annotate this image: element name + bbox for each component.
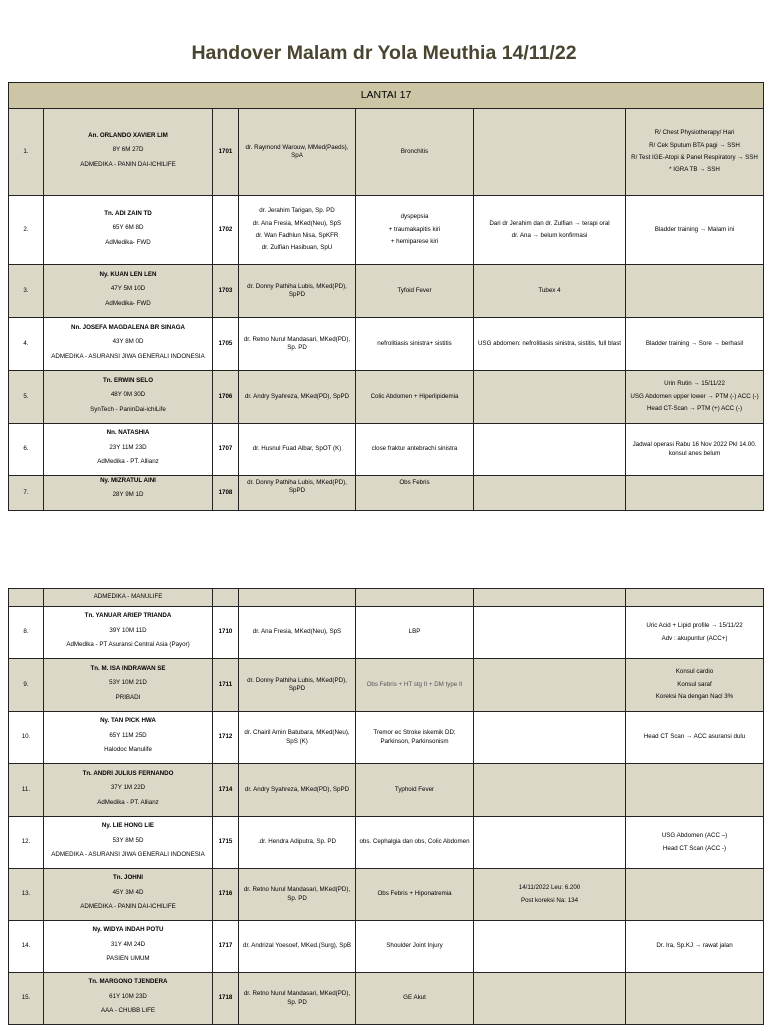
patient-age: 43Y 8M 0D xyxy=(112,338,144,346)
patient-payer: PASIEN UMUM xyxy=(106,955,150,963)
diagnosis-cell xyxy=(356,318,474,371)
diagnosis-cell xyxy=(356,659,474,712)
table-row xyxy=(9,607,764,659)
handover-table-page-2 xyxy=(8,588,764,1025)
diagnosis-line: GE Akut xyxy=(403,994,426,1002)
patient-age: 47Y 5M 10D xyxy=(110,285,146,293)
diagnosis-cell xyxy=(356,973,474,1025)
patient-name: Nn. JOSEFA MAGDALENA BR SINAGA xyxy=(70,323,185,331)
patient-age: 39Y 10M 11D xyxy=(109,626,147,634)
plan-cell xyxy=(626,476,764,511)
patient-name: Tn. YANUAR ARIEP TRIANDA xyxy=(84,612,172,620)
patient-payer: ADMEDIKA - ASURANSI JIWA GENERALI INDONESIA xyxy=(51,352,205,360)
diagnosis-cell xyxy=(356,869,474,921)
patient-name: Tn. ADI ZAIN TD xyxy=(104,209,152,217)
patient-age: 28Y 9M 1D xyxy=(112,491,144,499)
notes-cell xyxy=(474,196,626,265)
patient-cell xyxy=(44,318,213,371)
diagnosis-line: Shoulder Joint Injury xyxy=(386,942,443,950)
doctor-cell xyxy=(239,265,356,318)
patient-cell xyxy=(44,265,213,318)
patient-name: Ny. WIDYA INDAH POTU xyxy=(92,926,164,934)
notes-cell xyxy=(474,265,626,318)
diagnosis-line: Typhoid Fever xyxy=(394,785,435,793)
room-number: 1708 xyxy=(213,476,239,511)
notes-cell xyxy=(474,476,626,511)
notes-cell xyxy=(474,424,626,476)
table-row xyxy=(9,973,764,1025)
room-number: 1711 xyxy=(213,659,239,712)
patient-payer: ADMEDIKA - ASURANSI JIWA GENERALI INDONESIA xyxy=(51,851,205,859)
patient-cell xyxy=(44,424,213,476)
diagnosis-cell xyxy=(356,109,474,196)
patient-payer: Halodoc Manulife xyxy=(104,746,152,754)
doctor-cell xyxy=(239,869,356,921)
row-number: 12. xyxy=(9,817,44,869)
row-number: 6. xyxy=(9,424,44,476)
plan-line: Konsul saraf xyxy=(677,680,712,688)
diagnosis-line: Obs Febris + Hiponatremia xyxy=(377,890,452,898)
doctor-line: dr. Raymond Warouw, MMed(Paeds), SpA xyxy=(245,143,349,159)
notes-cell xyxy=(474,371,626,424)
patient-name: Tn. MARGONO TJENDERA xyxy=(88,978,168,986)
diagnosis-line: Bronchitis xyxy=(400,147,429,155)
notes-cell xyxy=(474,973,626,1025)
plan-line: Head CT Scan (ACC -) xyxy=(662,844,727,852)
patient-cell xyxy=(44,817,213,869)
patient-name: Nn. NATASHIA xyxy=(106,429,150,437)
diagnosis-cell xyxy=(356,817,474,869)
patient-cell xyxy=(44,371,213,424)
diagnosis-line: Colic Abdomen + Hiperlipidemia xyxy=(370,392,459,400)
plan-cell xyxy=(626,712,764,764)
diagnosis-line: nefrolitiasis sinistra+ sistitis xyxy=(377,339,452,347)
patient-payer xyxy=(46,503,210,509)
notes-cell xyxy=(474,607,626,659)
row-number: 8. xyxy=(9,607,44,659)
row-number: 13. xyxy=(9,869,44,921)
doctor-line: dr. Ana Fresia, MKed(Neu), SpS xyxy=(252,628,342,636)
patient-payer: AdMedika- FWD xyxy=(105,238,151,246)
patient-age: 37Y 1M 22D xyxy=(110,784,146,792)
plan-line: R/ Chest Physiotherapy/ Hari xyxy=(654,129,735,137)
section-header-row xyxy=(9,83,764,109)
room-number: 1707 xyxy=(213,424,239,476)
notes-cell xyxy=(474,869,626,921)
plan-cell xyxy=(626,869,764,921)
doctor-line: dr. Andrizal Yoesoef, MKed.(Surg), SpB xyxy=(243,942,351,950)
plan-cell xyxy=(626,817,764,869)
table-row xyxy=(9,817,764,869)
notes-line: Tubex 4 xyxy=(538,286,561,294)
room-number: 1715 xyxy=(213,817,239,869)
diagnosis-cell xyxy=(356,764,474,817)
diagnosis-line: LBP xyxy=(408,628,421,636)
plan-line: Head CT Scan → ACC asuransi dulu xyxy=(643,733,746,741)
plan-cell xyxy=(626,109,764,196)
doctor-line: dr. Ana Fresia, MKed(Neu), SpS xyxy=(252,219,342,227)
diagnosis-cell xyxy=(356,607,474,659)
plan-line: USG Abdomen (ACC –) xyxy=(661,832,728,840)
table-row xyxy=(9,764,764,817)
table-row xyxy=(9,712,764,764)
patient-name: An. ORLANDO XAVIER LIM xyxy=(88,131,168,139)
doctor-cell xyxy=(239,607,356,659)
doctor-cell xyxy=(239,712,356,764)
patient-payer: ADMEDIKA - PANIN DAI-ICHILIFE xyxy=(80,160,176,168)
diagnosis-cell xyxy=(356,476,474,511)
patient-cell xyxy=(44,712,213,764)
doctor-cell xyxy=(239,318,356,371)
plan-line: Urin Rutin → 15/11/22 xyxy=(664,380,725,388)
notes-line: dr. Ana → belum konfirmasi xyxy=(511,232,588,239)
table-row xyxy=(9,109,764,196)
doctor-cell xyxy=(239,659,356,712)
patient-age: 8Y 6M 27D xyxy=(112,146,144,154)
diagnosis-line: Obs Febris xyxy=(399,479,430,486)
patient-name: Tn. ERWIN SELO xyxy=(102,376,154,384)
diagnosis-line: + hemiparese kiri xyxy=(390,238,439,246)
plan-line: * IGRA TB → SSH xyxy=(669,166,720,174)
doctor-line: dr. Retno Nurul Mandasari, MKed(PD), Sp. PD xyxy=(243,886,351,902)
notes-cell xyxy=(474,764,626,817)
patient-name: Tn. ANDRI JULIUS FERNANDO xyxy=(82,769,174,777)
plan-line: Dr. Ira, Sp.KJ → rawat jalan xyxy=(656,942,733,950)
patient-name: Ny. KUAN LEN LEN xyxy=(99,270,157,278)
plan-cell xyxy=(626,764,764,817)
patient-cell xyxy=(44,973,213,1025)
plan-line: Konsul cardio xyxy=(675,668,714,676)
notes-line: USG abdomen: nefrolitiasis sinistra, sistitis, full blast xyxy=(477,339,622,347)
diagnosis-line: + traumakapitis kiri xyxy=(388,225,441,233)
room-number: 1716 xyxy=(213,869,239,921)
table-row xyxy=(9,318,764,371)
patient-name: Ny. LIE HONG LIE xyxy=(101,822,155,830)
handover-table-page-1 xyxy=(8,82,764,511)
plan-line: USG Abdomen upper lower → PTM (-) ACC (-) xyxy=(630,392,759,400)
notes-cell xyxy=(474,109,626,196)
doctor-line: dr. Husnul Fuad Albar, SpOT (K) xyxy=(252,445,342,453)
room-number: 1701 xyxy=(213,109,239,196)
table-row xyxy=(9,659,764,712)
carry-over-row xyxy=(9,589,764,607)
patient-age: 53Y 10M 21D xyxy=(109,679,147,687)
patient-cell xyxy=(44,764,213,817)
doctor-line: .dr. Hendra Adiputra, Sp. PD xyxy=(257,838,337,846)
plan-line: Head CT-Scan → PTM (+) ACC (-) xyxy=(646,405,743,413)
diagnosis-cell xyxy=(356,265,474,318)
row-number: 9. xyxy=(9,659,44,712)
doctor-line: dr. Wan Fadhlun Nisa, SpKFR xyxy=(255,232,339,239)
doctor-cell xyxy=(239,196,356,265)
page-title: Handover Malam dr Yola Meuthia 14/11/22 xyxy=(191,42,577,64)
doctor-line: dr. Chairil Amin Batubara, MKed(Neu), SpS (K) xyxy=(244,729,350,745)
table-row xyxy=(9,371,764,424)
doctor-cell xyxy=(239,109,356,196)
doctor-line: dr. Donny Pathiha Lubis, MKed(PD), SpPD xyxy=(247,282,347,298)
patient-cell xyxy=(44,476,213,511)
plan-cell xyxy=(626,921,764,973)
room-number: 1710 xyxy=(213,607,239,659)
patient-cell xyxy=(44,607,213,659)
patient-cell xyxy=(44,109,213,196)
diagnosis-line: Tyfoid Fever xyxy=(397,286,432,294)
doctor-line: dr. Andry Syahreza, MKed(PD), SpPD xyxy=(244,392,350,400)
patient-payer: AdMedika- FWD xyxy=(105,299,151,307)
row-number: 1. xyxy=(9,109,44,196)
patient-age: 48Y 0M 30D xyxy=(110,391,146,399)
doctor-line: dr. Donny Pathiha Lubis, MKed(PD), SpPD xyxy=(247,676,347,692)
doctor-cell xyxy=(239,764,356,817)
plan-cell xyxy=(626,607,764,659)
plan-line: Bladder training → Sore → berhasil xyxy=(645,339,744,347)
row-number: 15. xyxy=(9,973,44,1025)
notes-cell xyxy=(474,921,626,973)
doctor-line: dr. Donny Pathiha Lubis, MKed(PD), SpPD xyxy=(247,479,347,495)
patient-name: Ny. TAN PICK HWA xyxy=(100,717,156,725)
patient-cell xyxy=(44,196,213,265)
row-number: 11. xyxy=(9,764,44,817)
patient-name: Ny. MIZRATUL AINI xyxy=(100,477,156,484)
diagnosis-cell xyxy=(356,371,474,424)
patient-payer: SynTech - PaninDai-ichiLife xyxy=(90,405,166,413)
room-number: 1717 xyxy=(213,921,239,973)
diagnosis-line: Tremor ec Stroke iskemik DD: Parkinson, Parkinsonism xyxy=(373,729,456,745)
plan-line: R/ Cek Sputum BTA pagi → SSH xyxy=(649,141,740,149)
room-number: 1702 xyxy=(213,196,239,265)
patient-age: 23Y 11M 23D xyxy=(109,443,147,451)
notes-cell xyxy=(474,318,626,371)
doctor-line: dr. Zulfian Hasibuan, SpU xyxy=(261,244,333,252)
plan-cell xyxy=(626,659,764,712)
plan-line: Jadwal operasi Rabu 16 Nov 2022 Pkl 14.00. konsul anes belum xyxy=(632,441,757,457)
patient-cell xyxy=(44,869,213,921)
table-row xyxy=(9,476,764,511)
diagnosis-cell xyxy=(356,424,474,476)
table-row xyxy=(9,196,764,265)
diagnosis-line: Obs Febris + HT stg II + DM type II xyxy=(366,680,463,688)
plan-cell xyxy=(626,318,764,371)
diagnosis-line: close fraktur antebrachi sinistra xyxy=(371,445,458,453)
plan-cell xyxy=(626,196,764,265)
patient-age: 61Y 10M 23D xyxy=(109,992,147,1000)
patient-cell xyxy=(44,659,213,712)
doctor-cell xyxy=(239,476,356,511)
doctor-cell xyxy=(239,921,356,973)
row-number: 14. xyxy=(9,921,44,973)
diagnosis-cell xyxy=(356,712,474,764)
doctor-cell xyxy=(239,424,356,476)
diagnosis-cell xyxy=(356,921,474,973)
doctor-line: dr. Retno Nurul Mandasari, MKed(PD), Sp. PD xyxy=(243,335,351,351)
patient-age: 31Y 4M 24D xyxy=(110,940,146,948)
patient-payer: PRIBADI xyxy=(115,693,141,701)
doctor-line: dr. Jerahim Tarigan, Sp. PD xyxy=(259,207,335,215)
row-number: 5. xyxy=(9,371,44,424)
patient-payer: ADMEDIKA - PANIN DAI-ICHILIFE xyxy=(80,903,176,911)
patient-payer: AdMedika - PT Asuransi Central Asia (Payor) xyxy=(66,641,190,649)
row-number: 10. xyxy=(9,712,44,764)
diagnosis-line: dyspepsia xyxy=(400,213,429,221)
patient-age: 53Y 8M 5D xyxy=(112,836,144,844)
room-number: 1703 xyxy=(213,265,239,318)
plan-cell xyxy=(626,371,764,424)
doctor-cell xyxy=(239,973,356,1025)
doctor-cell xyxy=(239,817,356,869)
plan-line: Bladder training → Malam ini xyxy=(654,225,735,233)
room-number: 1718 xyxy=(213,973,239,1025)
plan-line: Adv : akupuntur (ACC+) xyxy=(661,634,728,642)
row-number: 4. xyxy=(9,318,44,371)
patient-payer: AdMedika - PT. Allianz xyxy=(97,458,159,466)
doctor-line: dr. Retno Nurul Mandasari, MKed(PD), Sp. PD xyxy=(243,990,351,1006)
plan-line: Uric Acid + Lipid profile → 15/11/22 xyxy=(646,622,743,630)
room-number: 1706 xyxy=(213,371,239,424)
doctor-line: dr. Andry Syahreza, MKed(PD), SpPD xyxy=(244,785,350,793)
notes-line: 14/11/2022 Leu: 6.200 xyxy=(518,884,581,892)
section-title: LANTAI 17 xyxy=(9,83,764,109)
table-row xyxy=(9,869,764,921)
patient-age: 65Y 6M 8D xyxy=(112,224,144,232)
plan-line: R/ Test IGE-Atopi & Panel Respiratory → SSH xyxy=(631,154,758,161)
table-row xyxy=(9,424,764,476)
room-number: 1712 xyxy=(213,712,239,764)
table-row xyxy=(9,265,764,318)
patient-cell xyxy=(44,921,213,973)
patient-age: 65Y 11M 25D xyxy=(109,731,147,739)
plan-cell xyxy=(626,424,764,476)
patient-payer: AAA - CHUBB LIFE xyxy=(101,1007,155,1015)
row-number: 3. xyxy=(9,265,44,318)
diagnosis-cell xyxy=(356,196,474,265)
plan-cell xyxy=(626,973,764,1025)
patient-name: Tn. M. ISA INDRAWAN SE xyxy=(90,664,166,672)
patient-payer: AdMedika - PT. Allianz xyxy=(97,798,159,806)
carry-over-payer: ADMEDIKA - MANULIFE xyxy=(44,589,213,607)
table-row xyxy=(9,921,764,973)
diagnosis-line: obs. Cephalgia dan obs, Colic Abdomen xyxy=(359,838,470,846)
patient-name: Tn. JOHNI xyxy=(113,874,143,882)
row-number: 7. xyxy=(9,476,44,511)
notes-line: Post koreksi Na: 134 xyxy=(520,896,579,904)
plan-cell xyxy=(626,265,764,318)
plan-line: Koreksi Na dengan Nacl 3% xyxy=(655,693,734,701)
row-number: 2. xyxy=(9,196,44,265)
doctor-cell xyxy=(239,371,356,424)
patient-age: 45Y 3M 4D xyxy=(112,888,144,896)
notes-cell xyxy=(474,817,626,869)
notes-cell xyxy=(474,712,626,764)
room-number: 1714 xyxy=(213,764,239,817)
notes-cell xyxy=(474,659,626,712)
room-number: 1705 xyxy=(213,318,239,371)
notes-line: Dari dr Jerahim dan dr. Zulfian → terapi oral xyxy=(489,219,610,227)
